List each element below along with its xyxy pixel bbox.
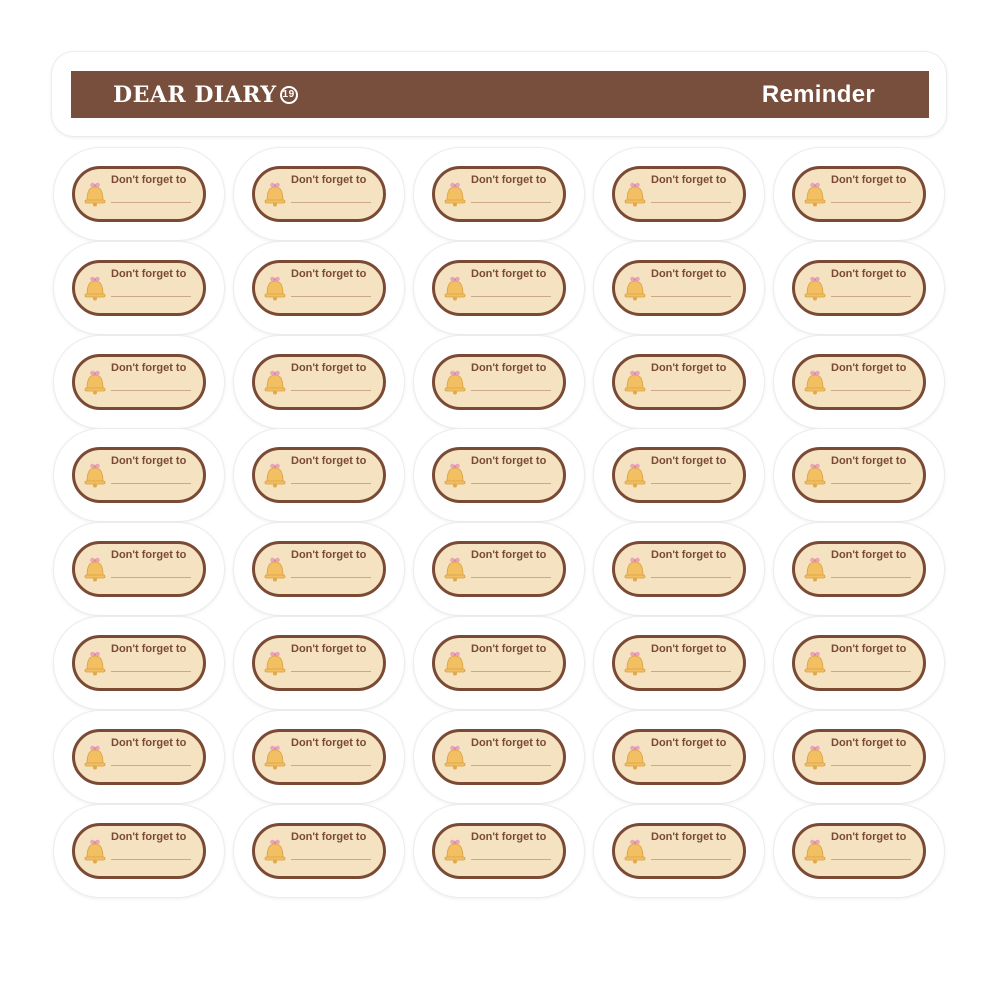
sticker-label-text: Don't forget to [291, 643, 367, 655]
reminder-sticker [54, 336, 224, 428]
sticker-label-pill [432, 541, 566, 597]
sticker-label-pill [432, 260, 566, 316]
sticker-label-text: Don't forget to [471, 362, 547, 374]
bell-icon [440, 273, 470, 303]
write-in-line [111, 577, 191, 578]
reminder-sticker [594, 617, 764, 709]
sticker-label-text: Don't forget to [471, 737, 547, 749]
bell-icon [800, 273, 830, 303]
reminder-sticker [234, 523, 404, 615]
write-in-line [291, 671, 371, 672]
sticker-label-text: Don't forget to [471, 549, 547, 561]
sticker-label-pill [72, 447, 206, 503]
sticker-label-text: Don't forget to [471, 831, 547, 843]
reminder-sticker [234, 148, 404, 240]
bell-icon [260, 273, 290, 303]
write-in-line [471, 765, 551, 766]
sticker-label-text: Don't forget to [471, 268, 547, 280]
sticker-label-text: Don't forget to [291, 174, 367, 186]
sticker-label-pill [792, 729, 926, 785]
write-in-line [651, 296, 731, 297]
bell-icon [260, 179, 290, 209]
bell-icon [800, 367, 830, 397]
sticker-label-text: Don't forget to [831, 831, 907, 843]
sticker-label-pill [72, 166, 206, 222]
reminder-sticker [414, 148, 584, 240]
sticker-label-pill [612, 729, 746, 785]
sticker-label-text: Don't forget to [651, 362, 727, 374]
bell-icon [800, 836, 830, 866]
reminder-sticker [414, 429, 584, 521]
write-in-line [471, 671, 551, 672]
reminder-sticker [414, 711, 584, 803]
sticker-label-text: Don't forget to [111, 362, 187, 374]
sticker-label-text: Don't forget to [291, 549, 367, 561]
sticker-label-pill [792, 541, 926, 597]
reminder-sticker [54, 148, 224, 240]
reminder-sticker [774, 336, 944, 428]
bell-icon [80, 273, 110, 303]
bell-icon [440, 460, 470, 490]
reminder-sticker [774, 148, 944, 240]
write-in-line [831, 390, 911, 391]
bell-icon [620, 179, 650, 209]
sticker-label-pill [252, 447, 386, 503]
bell-icon [620, 648, 650, 678]
write-in-line [471, 577, 551, 578]
write-in-line [291, 765, 371, 766]
sticker-label-text: Don't forget to [651, 549, 727, 561]
reminder-sticker [594, 523, 764, 615]
reminder-sticker [54, 523, 224, 615]
sticker-label-text: Don't forget to [831, 362, 907, 374]
write-in-line [291, 483, 371, 484]
bell-icon [440, 554, 470, 584]
reminder-sticker [594, 148, 764, 240]
reminder-sticker [594, 336, 764, 428]
sticker-label-text: Don't forget to [291, 268, 367, 280]
reminder-sticker [54, 711, 224, 803]
sticker-label-text: Don't forget to [831, 174, 907, 186]
reminder-sticker [774, 242, 944, 334]
bell-icon [260, 460, 290, 490]
sticker-label-pill [72, 260, 206, 316]
sticker-label-pill [72, 354, 206, 410]
sticker-label-pill [612, 260, 746, 316]
bell-icon [80, 836, 110, 866]
reminder-sticker [774, 805, 944, 897]
sticker-label-text: Don't forget to [111, 643, 187, 655]
bell-icon [800, 742, 830, 772]
bell-icon [260, 836, 290, 866]
sticker-label-text: Don't forget to [831, 737, 907, 749]
write-in-line [111, 202, 191, 203]
bell-icon [260, 648, 290, 678]
write-in-line [651, 483, 731, 484]
sticker-label-text: Don't forget to [471, 174, 547, 186]
write-in-line [111, 671, 191, 672]
sticker-label-pill [432, 354, 566, 410]
reminder-sticker [54, 805, 224, 897]
write-in-line [111, 859, 191, 860]
sticker-label-text: Don't forget to [651, 737, 727, 749]
write-in-line [651, 671, 731, 672]
sticker-label-text: Don't forget to [111, 268, 187, 280]
reminder-sticker [594, 429, 764, 521]
bell-icon [440, 179, 470, 209]
sticker-label-text: Don't forget to [651, 455, 727, 467]
write-in-line [471, 859, 551, 860]
sticker-label-pill [612, 354, 746, 410]
sticker-label-text: Don't forget to [831, 268, 907, 280]
bell-icon [80, 179, 110, 209]
sticker-label-pill [612, 823, 746, 879]
sticker-label-pill [612, 166, 746, 222]
sticker-label-text: Don't forget to [111, 831, 187, 843]
write-in-line [291, 202, 371, 203]
write-in-line [471, 296, 551, 297]
bell-icon [80, 742, 110, 772]
sticker-label-pill [252, 635, 386, 691]
reminder-sticker [234, 429, 404, 521]
sticker-label-pill [792, 260, 926, 316]
sticker-label-text: Don't forget to [111, 455, 187, 467]
write-in-line [291, 577, 371, 578]
sticker-label-pill [252, 823, 386, 879]
sticker-label-text: Don't forget to [651, 268, 727, 280]
write-in-line [291, 859, 371, 860]
sticker-label-pill [252, 729, 386, 785]
sticker-label-pill [432, 166, 566, 222]
write-in-line [651, 202, 731, 203]
reminder-sticker [774, 617, 944, 709]
write-in-line [111, 296, 191, 297]
write-in-line [111, 390, 191, 391]
reminder-sticker [414, 523, 584, 615]
bell-icon [440, 742, 470, 772]
sticker-label-text: Don't forget to [471, 643, 547, 655]
write-in-line [471, 390, 551, 391]
sticker-label-pill [72, 541, 206, 597]
sticker-label-text: Don't forget to [831, 643, 907, 655]
write-in-line [651, 577, 731, 578]
reminder-sticker [414, 242, 584, 334]
reminder-sticker [234, 711, 404, 803]
brand-number-badge: 19 [280, 86, 298, 104]
sticker-label-text: Don't forget to [651, 174, 727, 186]
sticker-label-pill [72, 729, 206, 785]
sticker-label-text: Don't forget to [111, 549, 187, 561]
write-in-line [831, 577, 911, 578]
bell-icon [620, 367, 650, 397]
reminder-sticker [54, 429, 224, 521]
bell-icon [620, 273, 650, 303]
bell-icon [80, 554, 110, 584]
sticker-label-text: Don't forget to [111, 737, 187, 749]
write-in-line [831, 671, 911, 672]
reminder-sticker [594, 711, 764, 803]
bell-icon [800, 179, 830, 209]
sticker-label-pill [72, 635, 206, 691]
bell-icon [80, 367, 110, 397]
sticker-label-text: Don't forget to [831, 549, 907, 561]
sticker-label-pill [792, 354, 926, 410]
reminder-sticker [414, 805, 584, 897]
sticker-label-pill [792, 635, 926, 691]
sticker-label-text: Don't forget to [651, 831, 727, 843]
write-in-line [831, 765, 911, 766]
sticker-label-text: Don't forget to [291, 362, 367, 374]
sticker-label-pill [612, 635, 746, 691]
reminder-sticker [774, 429, 944, 521]
sticker-label-text: Don't forget to [291, 737, 367, 749]
write-in-line [651, 390, 731, 391]
reminder-sticker [234, 336, 404, 428]
write-in-line [111, 483, 191, 484]
sticker-label-pill [432, 729, 566, 785]
write-in-line [291, 390, 371, 391]
reminder-sticker [234, 617, 404, 709]
bell-icon [260, 742, 290, 772]
sticker-label-text: Don't forget to [471, 455, 547, 467]
header-title: Reminder [761, 80, 875, 108]
write-in-line [111, 765, 191, 766]
sticker-label-text: Don't forget to [291, 831, 367, 843]
bell-icon [440, 648, 470, 678]
reminder-sticker [594, 805, 764, 897]
sticker-label-pill [432, 635, 566, 691]
reminder-sticker [54, 617, 224, 709]
sticker-label-pill [792, 447, 926, 503]
sticker-label-pill [432, 823, 566, 879]
sticker-label-text: Don't forget to [291, 455, 367, 467]
bell-icon [80, 648, 110, 678]
write-in-line [471, 202, 551, 203]
brand-name: DEAR DIARY [113, 81, 277, 108]
reminder-sticker [774, 523, 944, 615]
write-in-line [831, 202, 911, 203]
sticker-label-pill [252, 260, 386, 316]
bell-icon [800, 460, 830, 490]
bell-icon [260, 367, 290, 397]
bell-icon [620, 460, 650, 490]
bell-icon [440, 367, 470, 397]
reminder-sticker [594, 242, 764, 334]
reminder-sticker [234, 242, 404, 334]
sticker-label-pill [252, 541, 386, 597]
write-in-line [831, 296, 911, 297]
sticker-label-pill [612, 447, 746, 503]
write-in-line [291, 296, 371, 297]
sticker-label-pill [612, 541, 746, 597]
reminder-sticker [774, 711, 944, 803]
reminder-sticker [414, 617, 584, 709]
reminder-sticker [54, 242, 224, 334]
sticker-label-pill [252, 354, 386, 410]
sticker-label-pill [252, 166, 386, 222]
bell-icon [80, 460, 110, 490]
sticker-label-text: Don't forget to [111, 174, 187, 186]
sticker-label-text: Don't forget to [651, 643, 727, 655]
sticker-label-pill [792, 823, 926, 879]
bell-icon [620, 554, 650, 584]
write-in-line [831, 483, 911, 484]
write-in-line [651, 859, 731, 860]
reminder-sticker [234, 805, 404, 897]
sticker-label-pill [792, 166, 926, 222]
bell-icon [620, 742, 650, 772]
bell-icon [800, 554, 830, 584]
sticker-label-pill [72, 823, 206, 879]
reminder-sticker [414, 336, 584, 428]
write-in-line [831, 859, 911, 860]
write-in-line [651, 765, 731, 766]
sticker-label-pill [432, 447, 566, 503]
bell-icon [800, 648, 830, 678]
write-in-line [471, 483, 551, 484]
bell-icon [620, 836, 650, 866]
bell-icon [440, 836, 470, 866]
sticker-label-text: Don't forget to [831, 455, 907, 467]
bell-icon [260, 554, 290, 584]
